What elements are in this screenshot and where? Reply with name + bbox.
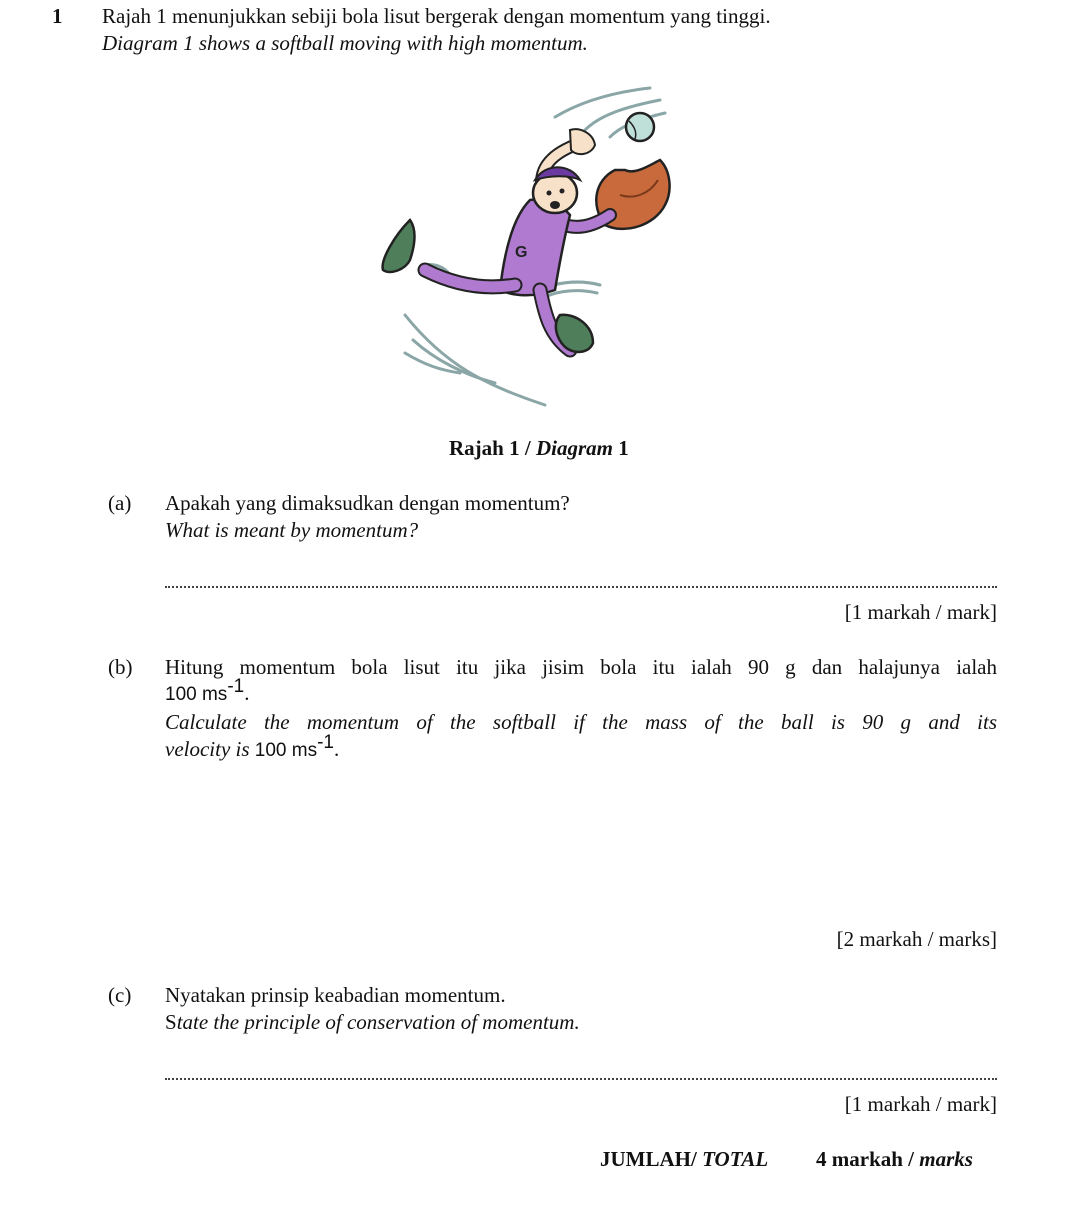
velocity-exponent: -1 xyxy=(227,676,245,697)
total-marks-malay: 4 markah / xyxy=(816,1147,920,1171)
total-marks xyxy=(816,1147,973,1172)
part-a-question-malay: Apakah yang dimaksudkan dengan momentum? xyxy=(165,491,570,515)
part-a-label: (a) xyxy=(108,491,132,515)
velocity-intro: velocity is xyxy=(165,737,255,761)
caption-english: Diagram xyxy=(535,436,613,460)
diagram-caption xyxy=(449,436,629,461)
softball-player-illustration xyxy=(365,75,735,415)
period: . xyxy=(244,681,250,705)
question-intro-english: Diagram 1 shows a softball moving with high momentum. xyxy=(102,31,588,55)
part-a-marks: [1 markah / mark] xyxy=(844,600,997,624)
question-intro-malay: Rajah 1 menunjukkan sebiji bola lisut bergerak dengan momentum yang tinggi. xyxy=(102,4,771,28)
caption-number: 1 xyxy=(612,436,629,460)
part-b-question-english-line1: Calculate the momentum of the softball if the mass of the ball is 90 g and its xyxy=(165,710,997,734)
english-rest: tate the principle of conservation of momentum. xyxy=(176,1010,580,1034)
part-b-working-space[interactable] xyxy=(165,770,997,920)
part-a-answer-line[interactable] xyxy=(165,586,997,588)
total-marks-english: marks xyxy=(919,1147,973,1171)
part-c-marks: [1 markah / mark] xyxy=(844,1092,997,1116)
motion-streak xyxy=(405,315,545,405)
part-c-question-english xyxy=(165,1010,580,1035)
shirt-letter: G xyxy=(515,244,528,261)
caption-malay: Rajah 1 / xyxy=(449,436,536,460)
total-label xyxy=(600,1147,768,1172)
part-a-question-english: What is meant by momentum? xyxy=(165,518,419,542)
total-label-english: TOTAL xyxy=(702,1147,769,1171)
velocity-exponent-english: -1 xyxy=(317,732,335,753)
player-hand xyxy=(570,129,595,154)
softball xyxy=(626,113,654,141)
motion-streak xyxy=(553,282,600,285)
part-b-question-english-line2 xyxy=(165,732,340,762)
part-b-label: (b) xyxy=(108,655,133,679)
part-b-marks: [2 markah / marks] xyxy=(836,927,997,951)
part-c-question-malay: Nyatakan prinsip keabadian momentum. xyxy=(165,983,506,1007)
part-b-velocity-malay xyxy=(165,676,250,706)
part-b-question-malay-line1: Hitung momentum bola lisut itu jika jisim bola itu ialah 90 g dan halajunya ialah xyxy=(165,655,997,679)
player-back-shoe xyxy=(383,220,415,272)
question-number: 1 xyxy=(52,4,63,28)
english-first-letter: S xyxy=(165,1010,177,1034)
part-c-label: (c) xyxy=(108,983,132,1007)
velocity-value: 100 ms xyxy=(165,684,228,705)
part-c-answer-line[interactable] xyxy=(165,1078,997,1080)
total-label-malay: JUMLAH/ xyxy=(600,1147,703,1171)
period: . xyxy=(334,737,340,761)
velocity-value-english: 100 ms xyxy=(254,740,318,761)
